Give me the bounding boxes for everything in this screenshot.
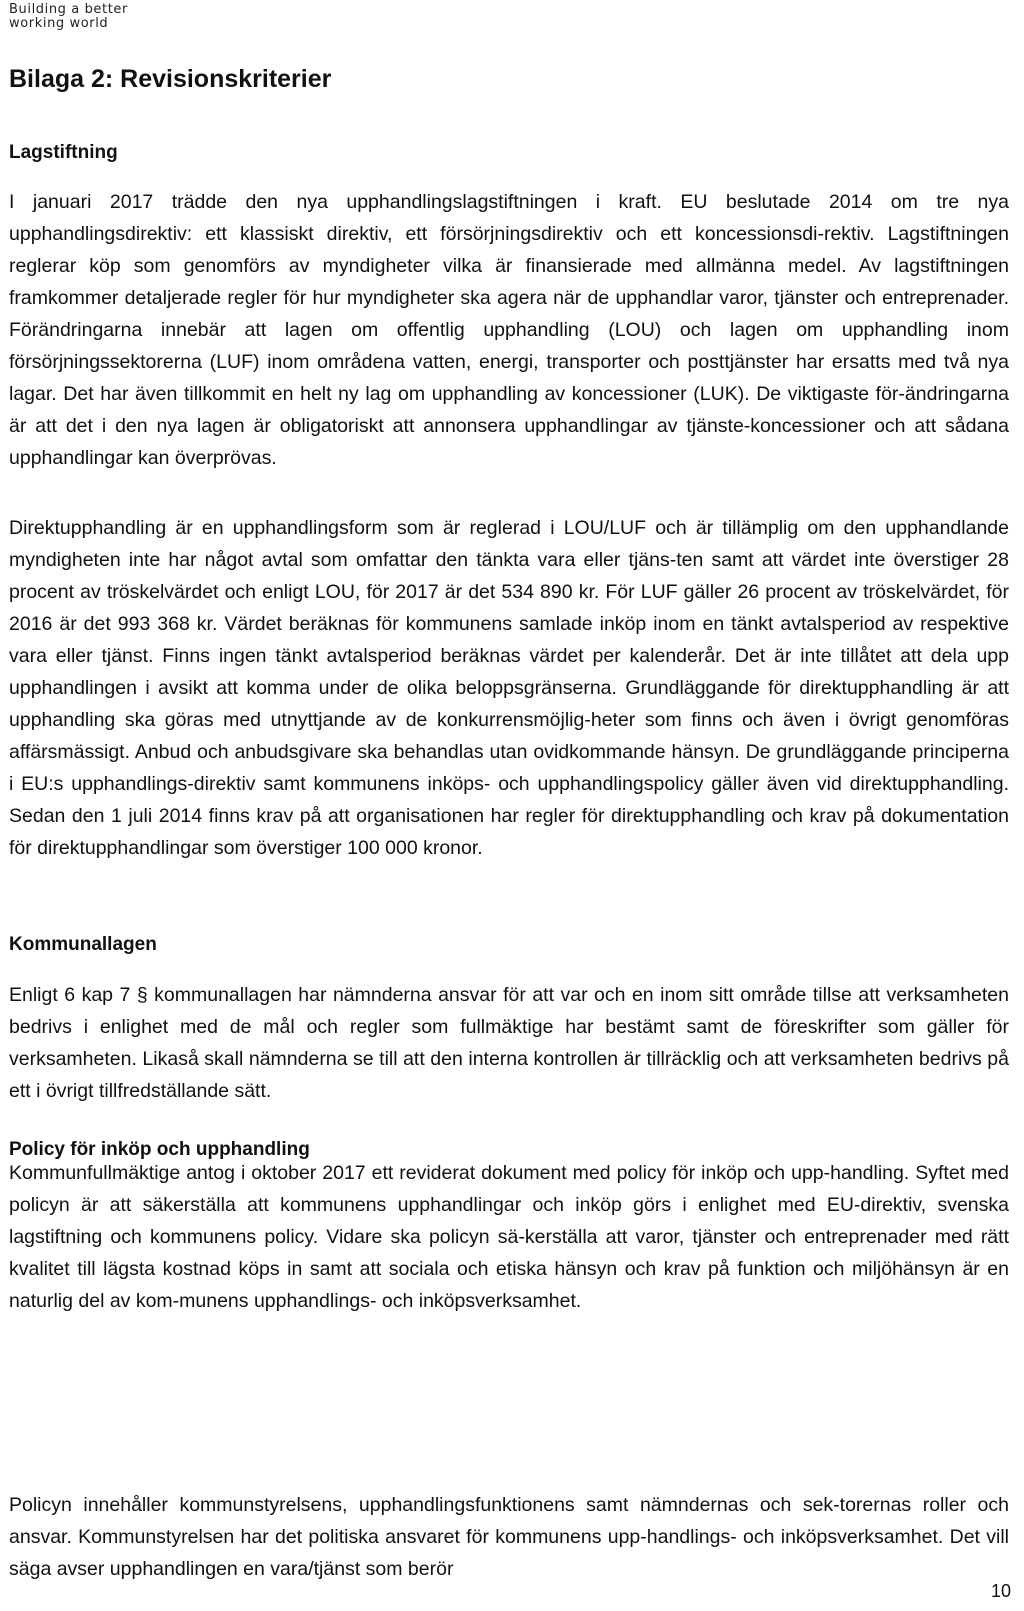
page-title: Bilaga 2: Revisionskriterier <box>9 65 332 93</box>
section-heading-kommunallagen: Kommunallagen <box>9 934 157 955</box>
paragraph-kommunallagen: Enligt 6 kap 7 § kommunallagen har nämnderna ansvar för att var och en inom sitt område tillse att verksamheten bedrivs i enlighet med de mål och regler som fullmäktige har bestämt samt de föreskrifter som gäller för verksamheten. Likaså skall nämnderna se till att den interna kontrollen är tillräcklig och att verksamheten bedrivs på ett i övrigt tillfredställande sätt. <box>9 984 1009 1102</box>
brand-tagline-line-1: Building a better <box>9 2 128 17</box>
paragraph-policy-1: Kommunfullmäktige antog i oktober 2017 ett reviderat dokument med policy för inköp och upp-handling. Syftet med policyn är att säkerställa att kommunens upphandlingar och inköp görs i enlighet med EU-direktiv, svenska lagstiftning och kommunens policy. Vidare ska policyn sä-kerställa att varor, tjänster och entreprenader med rätt kvalitet till lägsta kostnad köps in samt att sociala och etiska hänsyn och krav på funktion och miljöhänsyn är en naturlig del av kom-munens upphandlings- och inköpsverksamhet. <box>9 1162 1009 1312</box>
section-heading-policy: Policy för inköp och upphandling <box>9 1139 310 1160</box>
paragraph-policy-2: Policyn innehåller kommunstyrelsens, upphandlingsfunktionens samt nämndernas och sek-torernas roller och ansvar. Kommunstyrelsen har det politiska ansvaret för kommunens upp-handlings- och inköpsverksamhet. Det vill säga avser upphandlingen en vara/tjänst som berör <box>9 1494 1009 1580</box>
brand-tagline <box>9 3 189 31</box>
brand-tagline-line-2: working world <box>9 16 109 31</box>
paragraph-lagstiftning-2: Direktupphandling är en upphandlingsform som är reglerad i LOU/LUF och är tillämplig om den upphandlande myndigheten inte har något avtal som omfattar den tänkta vara eller tjäns-ten samt att värdet inte överstiger 28 procent av tröskelvärdet och enligt LOU, för 2017 är det 534 890 kr. För LUF gäller 26 procent av tröskelvärdet, för 2016 är det 993 368 kr. Värdet beräknas för kommunens samlade inköp inom en tänkt avtalsperiod av respektive vara eller tjänst. Finns ingen tänkt avtalsperiod beräknas värdet per kalenderår. Det är inte tillåtet att dela upp upphandlingen i avsikt att komma under de olika beloppsgränserna. Grundläggande för direktupphandling är att upphandling ska göras med utnyttjande av de konkurrensmöjlig-heter som finns och även i övrigt genomföras affärsmässigt. Anbud och anbudsgivare ska behandlas utan ovidkommande hänsyn. De grundläggande principerna i EU:s upphandlings-direktiv samt kommunens inköps- och upphandlingspolicy gäller även vid direktupphandling. Sedan den 1 juli 2014 finns krav på att organisationen har regler för direktupphandling och krav på dokumentation för direktupphandlingar som överstiger 100 000 kronor. <box>9 517 1009 859</box>
paragraph-lagstiftning-1: I januari 2017 trädde den nya upphandlingslagstiftningen i kraft. EU beslutade 2014 om tre nya upphandlingsdirektiv: ett klassiskt direktiv, ett försörjningsdirektiv och ett koncessionsdi-rektiv. Lagstiftningen reglerar köp som genomförs av myndigheter vilka är finansierade med allmänna medel. Av lagstiftningen framkommer detaljerade regler för hur myndigheter ska agera när de upphandlar varor, tjänster och entreprenader. Förändringarna innebär att lagen om offentlig upphandling (LOU) och lagen om upphandling inom försörjningssektorerna (LUF) inom områdena vatten, energi, transporter och posttjänster har ersatts med två nya lagar. Det har även tillkommit en helt ny lag om upphandling av koncessioner (LUK). De viktigaste för-ändringarna är att det i den nya lagen är obligatoriskt att annonsera upphandlingar av tjänste-koncessioner och att sådana upphandlingar kan överprövas. <box>9 191 1009 469</box>
page-number: 10 <box>990 1581 1011 1601</box>
section-heading-lagstiftning: Lagstiftning <box>9 142 118 163</box>
